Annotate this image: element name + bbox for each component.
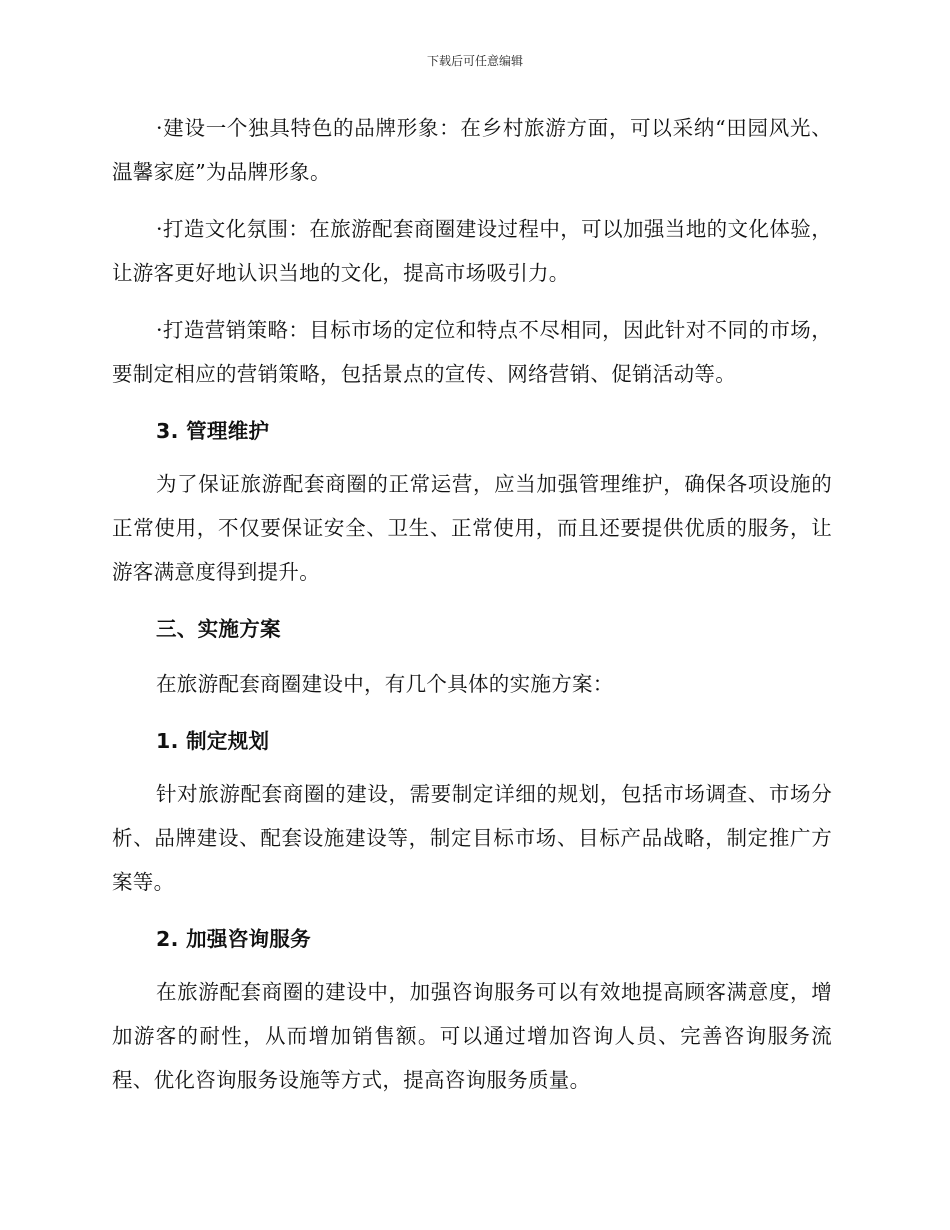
paragraph-consulting-service: 在旅游配套商圈的建设中，加强咨询服务可以有效地提高顾客满意度，增加游客的耐性，从而增加销售额。可以通过增加咨询人员、完善咨询服务流程、优化咨询服务设施等方式，提高咨询服务质量。 [112,980,832,1092]
heading-management-maintenance: 3. 管理维护 [156,419,270,443]
page-header: 下载后可任意编辑 [426,54,523,68]
bullet-brand-image: ·建设一个独具特色的品牌形象：在乡村旅游方面，可以采纳“田园风光、温馨家庭”为品牌形象。 [112,116,832,184]
heading-make-plan: 1. 制定规划 [156,729,270,753]
bullet-marketing-strategy: ·打造营销策略：目标市场的定位和特点不尽相同，因此针对不同的市场，要制定相应的营销策略，包括景点的宣传、网络营销、促销活动等。 [112,318,832,386]
paragraph-management-maintenance: 为了保证旅游配套商圈的正常运营，应当加强管理维护，确保各项设施的正常使用，不仅要保证安全、卫生、正常使用，而且还要提供优质的服务，让游客满意度得到提升。 [112,472,832,584]
heading-consulting-service: 2. 加强咨询服务 [156,927,311,951]
paragraph-implementation-intro: 在旅游配套商圈建设中，有几个具体的实施方案： [156,672,614,696]
document-body [112,106,832,1115]
heading-implementation-plan: 三、实施方案 [156,617,281,641]
bullet-culture-atmosphere: ·打造文化氛围：在旅游配套商圈建设过程中，可以加强当地的文化体验，让游客更好地认识当地的文化，提高市场吸引力。 [112,217,832,285]
paragraph-make-plan: 针对旅游配套商圈的建设，需要制定详细的规划，包括市场调查、市场分析、品牌建设、配套设施建设等，制定目标市场、目标产品战略，制定推广方案等。 [112,782,832,894]
